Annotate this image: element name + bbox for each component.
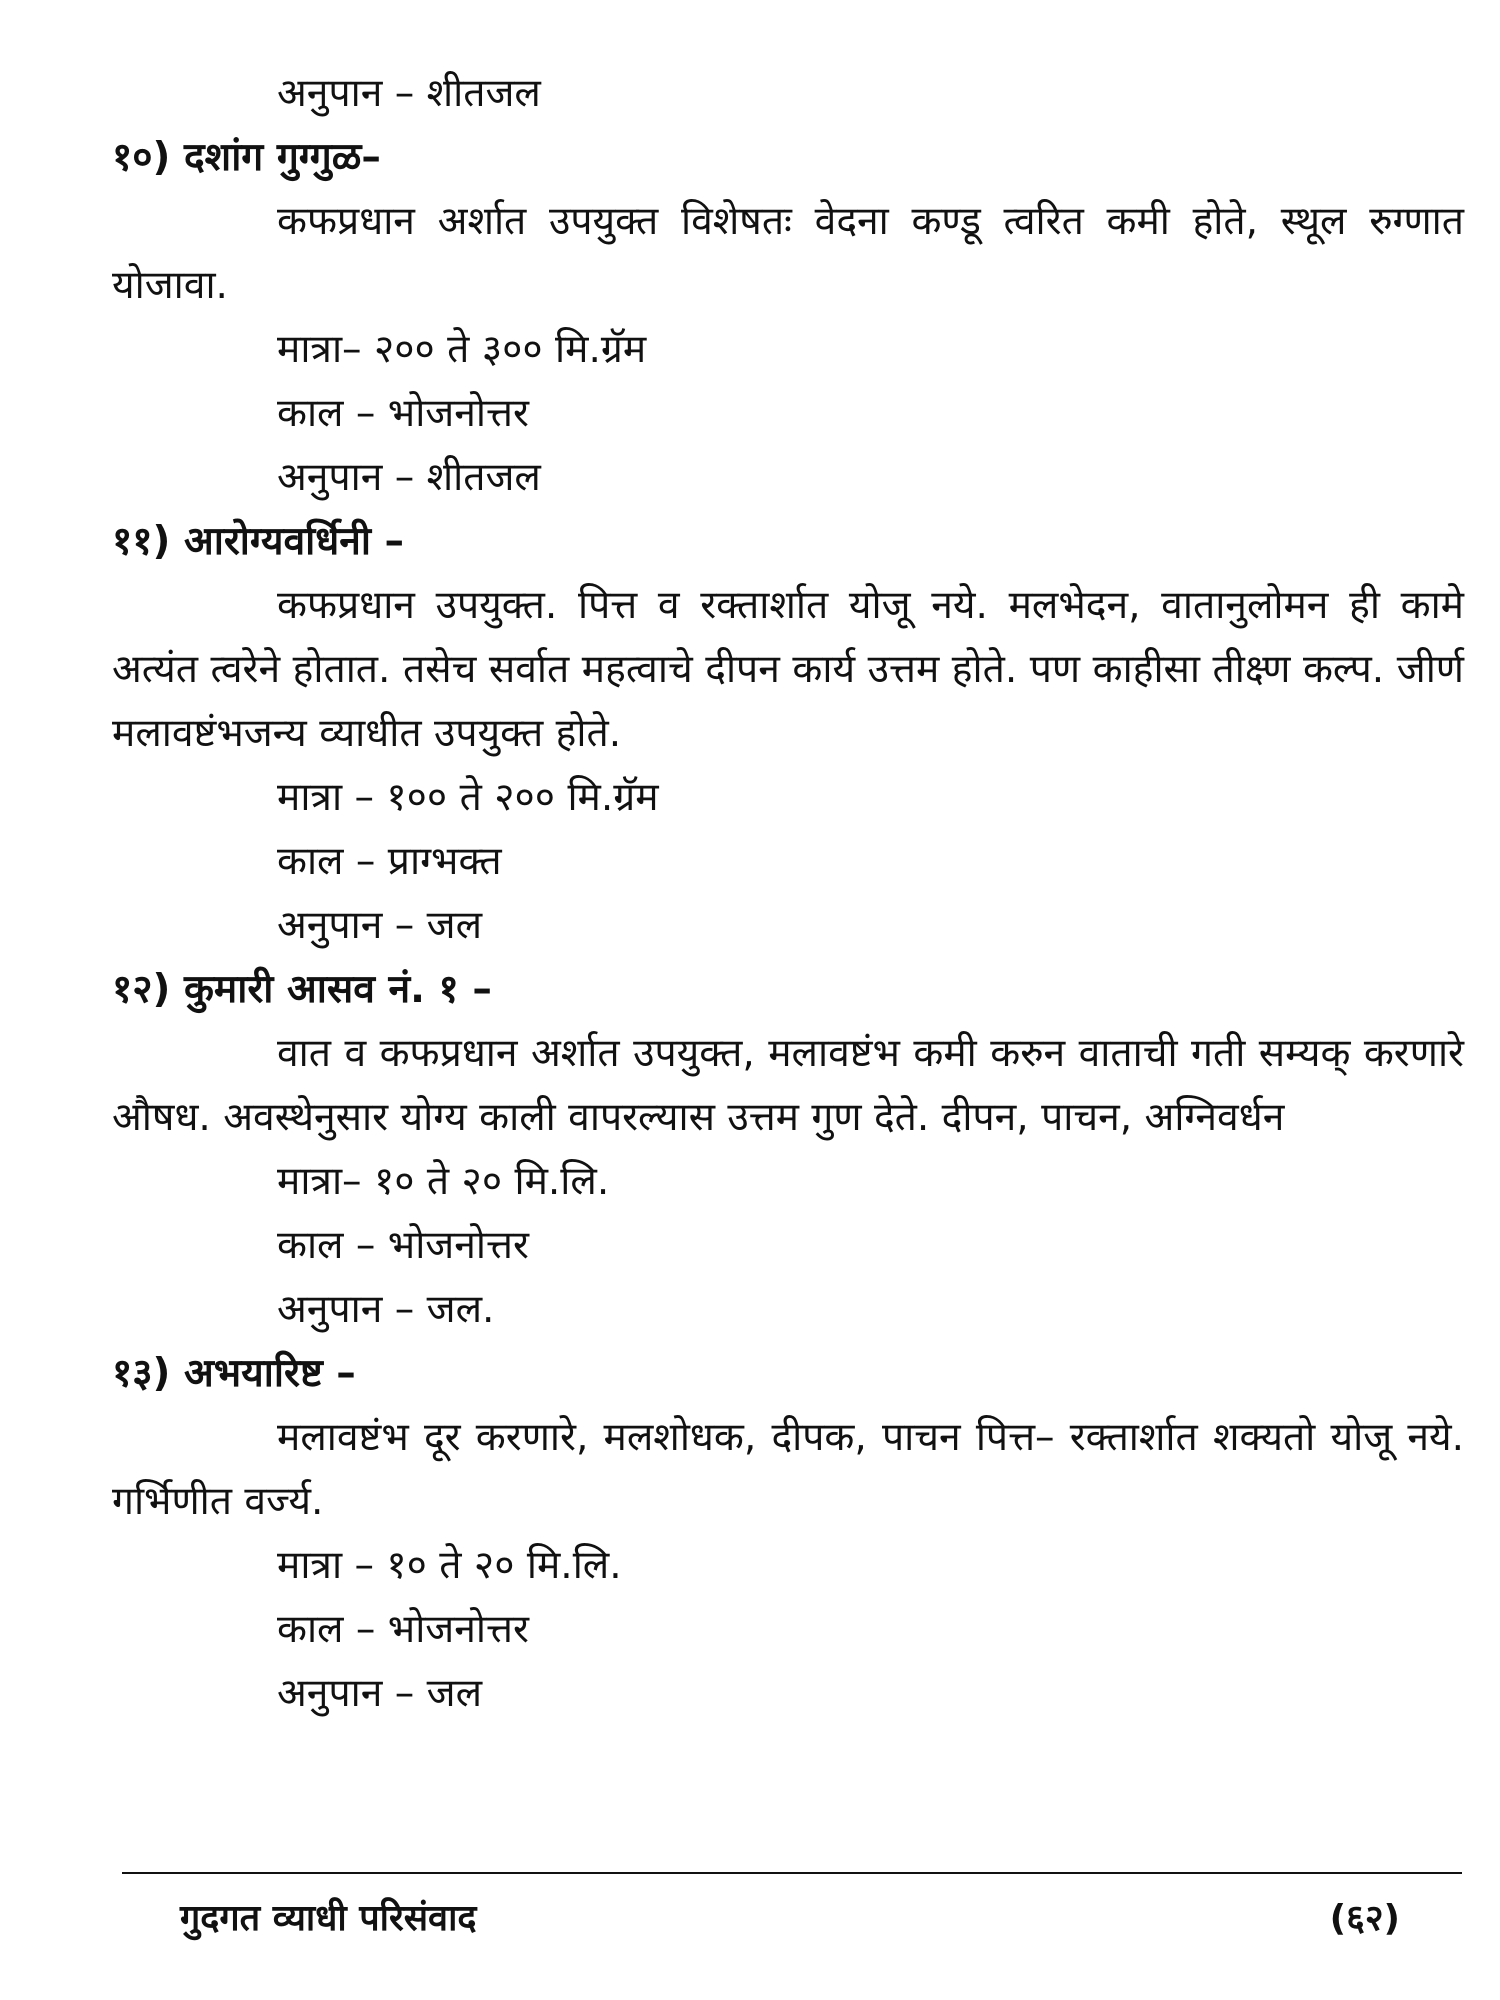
anupan-line: अनुपान – जल: [277, 903, 483, 948]
anupan-line: अनुपान – शीतजल: [277, 71, 541, 116]
kal-line: काल – भोजनोत्तर: [277, 1607, 529, 1652]
section-paragraph: कफप्रधान अर्शात उपयुक्त विशेषतः वेदना कण्डू त्वरित कमी होते, स्थूल रुग्णात योजावा.: [112, 199, 1464, 308]
footer-divider: [122, 1872, 1462, 1874]
anupan-line: अनुपान – जल: [277, 1671, 483, 1716]
anupan-line: अनुपान – शीतजल: [277, 455, 541, 500]
section-paragraph: कफप्रधान उपयुक्त. पित्त व रक्तार्शात योजू नये. मलभेदन, वातानुलोमन ही कामे अत्यंत त्वरेने होतात. तसेच सर्वात महत्वाचे दीपन कार्य उत्तम होते. पण काहीसा तीक्ष्ण कल्प. जीर्ण मलावष्टंभजन्य व्याधीत उपयुक्त होते.: [112, 583, 1464, 756]
kal-line: काल – प्राग्भक्त: [277, 839, 502, 884]
anupan-line: अनुपान – जल.: [277, 1287, 495, 1332]
footer-book-title: गुदगत व्याधी परिसंवाद: [180, 1898, 477, 1939]
section-heading-abhayarishta: १३) अभयारिष्ट –: [112, 1351, 356, 1396]
section-heading-kumari-asav: १२) कुमारी आसव नं. १ –: [112, 967, 492, 1012]
section-heading-dashang-guggul: १०) दशांग गुग्गुळ–: [112, 135, 381, 180]
page-number: (६२): [1329, 1898, 1400, 1939]
matra-line: मात्रा – १० ते २० मि.लि.: [277, 1543, 622, 1588]
matra-line: मात्रा– २०० ते ३०० मि.ग्रॅम: [277, 327, 647, 372]
page-content: [112, 62, 1464, 1726]
matra-line: मात्रा – १०० ते २०० मि.ग्रॅम: [277, 775, 659, 820]
section-paragraph: मलावष्टंभ दूर करणारे, मलशोधक, दीपक, पाचन पित्त– रक्तार्शात शक्यतो योजू नये. गर्भिणीत वर्ज्य.: [112, 1415, 1464, 1524]
kal-line: काल – भोजनोत्तर: [277, 1223, 529, 1268]
kal-line: काल – भोजनोत्तर: [277, 391, 529, 436]
section-heading-arogyavardhini: ११) आरोग्यवर्धिनी –: [112, 519, 405, 564]
matra-line: मात्रा– १० ते २० मि.लि.: [277, 1159, 610, 1204]
section-paragraph: वात व कफप्रधान अर्शात उपयुक्त, मलावष्टंभ कमी करुन वाताची गती सम्यक् करणारे औषध. अवस्थेनुसार योग्य काली वापरल्यास उत्तम गुण देते. दीपन, पाचन, अग्निवर्धन: [112, 1031, 1464, 1140]
